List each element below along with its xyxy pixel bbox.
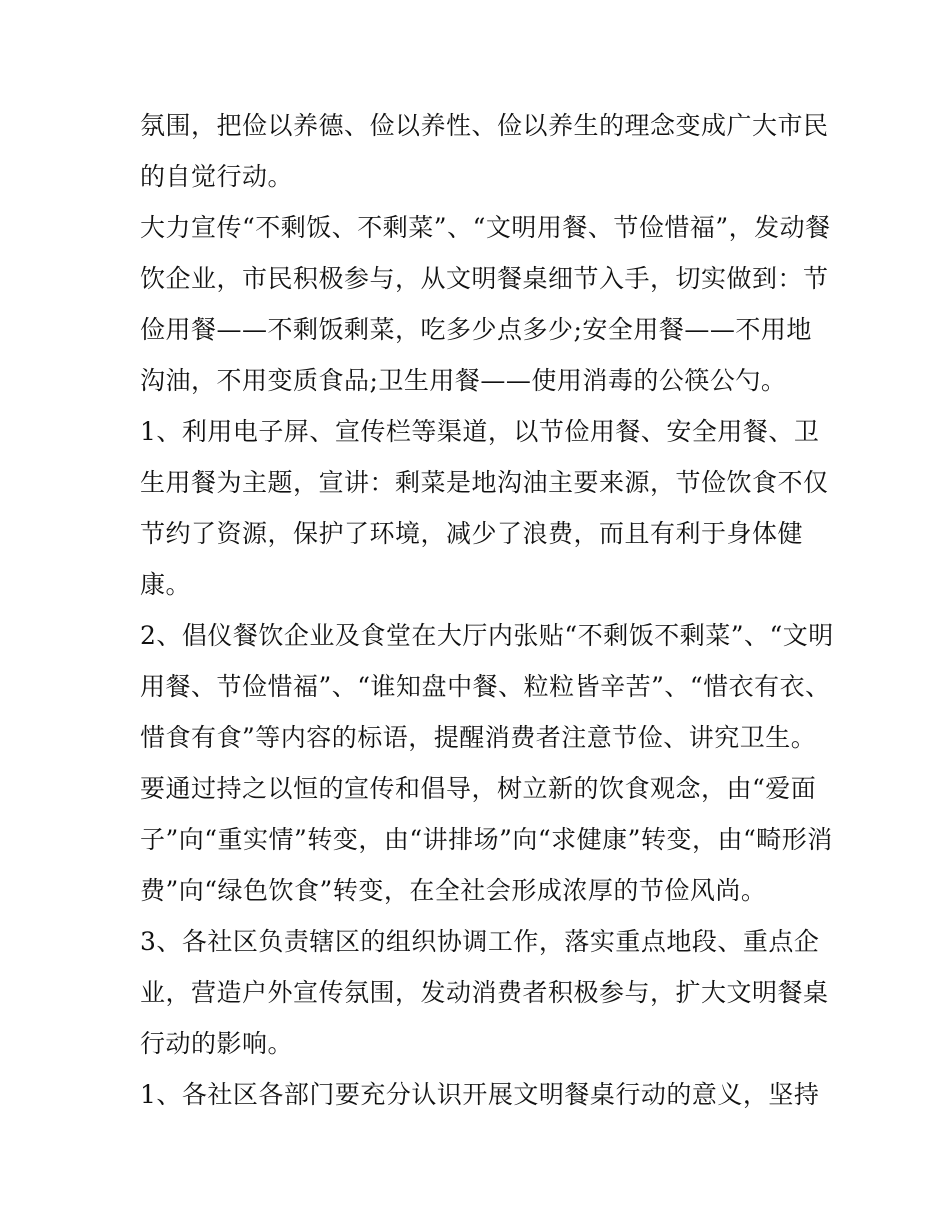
text-line: 1、各社区各部门要充分认识开展文明餐桌行动的意义，坚持 — [140, 1080, 820, 1109]
text-line: 惜食有食”等内容的标语，提醒消费者注意节俭、讲究卫生。 — [140, 723, 817, 752]
text-line: 2、倡仪餐饮企业及食堂在大厅内张贴“不剩饭不剩菜”、“文明 — [140, 621, 834, 650]
text-line: 子”向“重实情”转变，由“讲排场”向“求健康”转变，由“畸形消 — [140, 825, 833, 854]
text-line: 俭用餐——不剩饭剩菜，吃多少点多少;安全用餐——不用地 — [140, 315, 812, 344]
text-line: 行动的影响。 — [140, 1029, 294, 1058]
text-line: 费”向“绿色饮食”转变，在全社会形成浓厚的节俭风尚。 — [140, 876, 767, 905]
text-line: 的自觉行动。 — [140, 162, 294, 191]
text-line: 用餐、节俭惜福”、“谁知盘中餐、粒粒皆辛苦”、“惜衣有衣、 — [140, 672, 831, 701]
text-line: 康。 — [140, 570, 192, 599]
text-line: 大力宣传“不剩饭、不剩菜”、“文明用餐、节俭惜福”，发动餐 — [140, 213, 831, 242]
text-line: 氛围，把俭以养德、俭以养性、俭以养生的理念变成广大市民 — [140, 111, 829, 140]
text-line: 节约了资源，保护了环境，减少了浪费，而且有利于身体健 — [140, 519, 804, 548]
text-line: 饮企业，市民积极参与，从文明餐桌细节入手，切实做到：节 — [140, 264, 829, 293]
text-line: 生用餐为主题，宣讲：剩菜是地沟油主要来源，节俭饮食不仅 — [140, 468, 829, 497]
text-line: 要通过持之以恒的宣传和倡导，树立新的饮食观念，由“爱面 — [140, 774, 817, 803]
body-text — [140, 100, 834, 1120]
text-line: 3、各社区负责辖区的组织协调工作，落实重点地段、重点企 — [140, 927, 820, 956]
text-line: 业，营造户外宣传氛围，发动消费者积极参与，扩大文明餐桌 — [140, 978, 829, 1007]
text-line: 1、利用电子屏、宣传栏等渠道，以节俭用餐、安全用餐、卫 — [140, 417, 820, 446]
text-line: 沟油，不用变质食品;卫生用餐——使用消毒的公筷公勺。 — [140, 366, 787, 395]
